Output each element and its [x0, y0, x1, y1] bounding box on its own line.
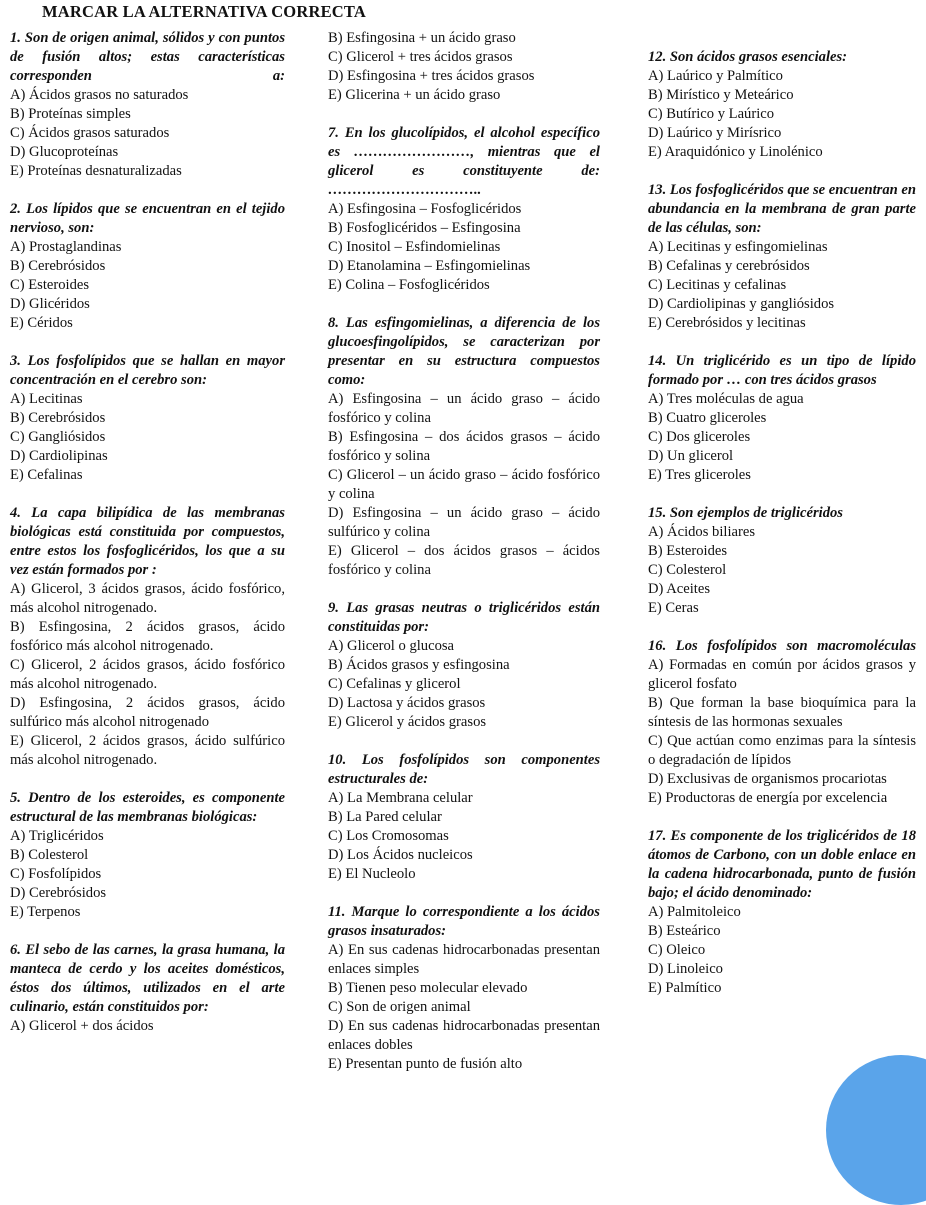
question-6-continued [328, 29, 600, 105]
option-e: E) Tres gliceroles [648, 467, 751, 483]
column-2 [328, 29, 600, 1093]
option-b: B) Cefalinas y cerebrósidos [648, 258, 810, 274]
question-stem: 2. Los lípidos que se encuentran en el tejido nervioso, son: [10, 201, 285, 236]
option-e: E) Productoras de energía por excelencia [648, 790, 888, 806]
option-b: B) Esfingosina, 2 ácidos grasos, ácido fosfórico más alcohol nitrogenado. [10, 619, 285, 654]
option-d: D) Esfingosina – un ácido graso – ácido sulfúrico y colina [328, 505, 600, 540]
option-b: B) Cerebrósidos [10, 410, 106, 426]
option-e: E) Glicerol y ácidos grasos [328, 714, 487, 730]
option-a: A) Ácidos grasos no saturados [10, 87, 189, 103]
option-c: C) Cefalinas y glicerol [328, 676, 461, 692]
option-a: A) Formadas en común por ácidos grasos y glicerol fosfato [648, 657, 916, 692]
question-12 [648, 48, 916, 162]
option-a: A) Palmitoleico [648, 904, 741, 920]
option-c: C) Gangliósidos [10, 429, 106, 445]
question-15 [648, 504, 916, 618]
question-stem: 5. Dentro de los esteroides, es componente estructural de las membranas biológicas: [10, 790, 285, 825]
column-3 [648, 29, 916, 1017]
question-4 [10, 504, 285, 770]
option-d: D) Glucoproteínas [10, 144, 119, 160]
question-stem: 11. Marque lo correspondiente a los ácidos grasos insaturados: [328, 904, 600, 939]
question-14 [648, 352, 916, 485]
option-a: A) En sus cadenas hidrocarbonadas presentan enlaces simples [328, 942, 600, 977]
option-d: D) Aceites [648, 581, 711, 597]
option-d: D) Linoleico [648, 961, 723, 977]
question-11 [328, 903, 600, 1074]
question-stem: 3. Los fosfolípidos que se hallan en mayor concentración en el cerebro son: [10, 353, 285, 388]
question-stem: 12. Son ácidos grasos esenciales: [648, 49, 848, 65]
question-stem: 1. Son de origen animal, sólidos y con puntos de fusión altos; estas características corresponden a: [10, 30, 285, 84]
question-stem: 4. La capa bilipídica de las membranas biológicas está constituida por compuestos, entre estos los fosfoglicéridos, los que a su vez están formados por : [10, 505, 285, 578]
question-1 [10, 29, 285, 181]
question-stem: 17. Es componente de los triglicéridos de 18 átomos de Carbono, con un doble enlace en la cadena hidrocarbonada, punto de fusión bajo; el ácido denominado: [648, 828, 916, 901]
option-e: E) Glicerol, 2 ácidos grasos, ácido sulfúrico más alcohol nitrogenado. [10, 733, 285, 768]
question-stem: 9. Las grasas neutras o triglicéridos están constituidas por: [328, 600, 600, 635]
option-d: D) Lactosa y ácidos grasos [328, 695, 486, 711]
question-7 [328, 124, 600, 295]
option-b: B) Tienen peso molecular elevado [328, 980, 528, 996]
question-5 [10, 789, 285, 922]
option-c: C) Ácidos grasos saturados [10, 125, 170, 141]
question-6 [10, 941, 285, 1036]
option-a: A) Ácidos biliares [648, 524, 755, 540]
option-a: A) Glicerol, 3 ácidos grasos, ácido fosfórico, más alcohol nitrogenado. [10, 581, 285, 616]
option-c: C) Esteroides [10, 277, 90, 293]
option-b: B) Cuatro gliceroles [648, 410, 767, 426]
option-b: B) Mirístico y Meteárico [648, 87, 794, 103]
option-d: D) Cardiolipinas [10, 448, 108, 464]
option-a: A) Lecitinas y esfingomielinas [648, 239, 828, 255]
question-9 [328, 599, 600, 732]
option-a: A) La Membrana celular [328, 790, 473, 806]
option-e: E) Terpenos [10, 904, 81, 920]
option-d: D) Laúrico y Mirísrico [648, 125, 782, 141]
option-d: D) Un glicerol [648, 448, 734, 464]
option-b: B) Cerebrósidos [10, 258, 106, 274]
option-e: E) Glicerina + un ácido graso [328, 87, 501, 103]
question-stem: 8. Las esfingomielinas, a diferencia de los glucoesfingolípidos, se caracterizan por presentar en su estructura compuestos como: [328, 315, 600, 388]
option-a: A) Esfingosina – Fosfoglicéridos [328, 201, 522, 217]
option-e: E) Céridos [10, 315, 73, 331]
page-title: MARCAR LA ALTERNATIVA CORRECTA [42, 2, 366, 21]
option-d: D) En sus cadenas hidrocarbonadas presentan enlaces dobles [328, 1018, 600, 1053]
question-2 [10, 200, 285, 333]
option-b: B) Colesterol [10, 847, 89, 863]
question-16 [648, 637, 916, 808]
option-c: C) Son de origen animal [328, 999, 471, 1015]
option-b: B) Esteárico [648, 923, 721, 939]
option-e: E) Ceras [648, 600, 699, 616]
option-d: D) Glicéridos [10, 296, 90, 312]
question-stem: 10. Los fosfolípidos son componentes estructurales de: [328, 752, 600, 787]
column-1 [10, 29, 285, 1055]
question-stem: 13. Los fosfoglicéridos que se encuentran en abundancia en la membrana de gran parte de las células, son: [648, 182, 916, 236]
option-c: C) Los Cromosomas [328, 828, 449, 844]
option-c: C) Colesterol [648, 562, 727, 578]
option-b: B) Ácidos grasos y esfingosina [328, 657, 510, 673]
question-stem: 15. Son ejemplos de triglicéridos [648, 505, 843, 521]
option-e: E) Palmítico [648, 980, 722, 996]
option-a: A) Glicerol + dos ácidos [10, 1018, 154, 1034]
option-a: A) Esfingosina – un ácido graso – ácido fosfórico y colina [328, 391, 600, 426]
option-a: A) Lecitinas [10, 391, 83, 407]
question-stem: 6. El sebo de las carnes, la grasa humana, la manteca de cerdo y los aceites domésticos, éstos dos últimos, utilizados en el arte culinario, están constituidos por: [10, 942, 285, 1015]
option-c: C) Glicerol + tres ácidos grasos [328, 49, 513, 65]
question-stem: 14. Un triglicérido es un tipo de lípido formado por … con tres ácidos grasos [648, 353, 916, 388]
option-d: D) Etanolamina – Esfingomielinas [328, 258, 531, 274]
option-d: D) Exclusivas de organismos procariotas [648, 771, 887, 787]
option-e: E) Colina – Fosfoglicéridos [328, 277, 490, 293]
option-c: C) Glicerol, 2 ácidos grasos, ácido fosfórico más alcohol nitrogenado. [10, 657, 285, 692]
option-b: B) Proteínas simples [10, 106, 131, 122]
option-a: A) Glicerol o glucosa [328, 638, 455, 654]
option-d: D) Esfingosina, 2 ácidos grasos, ácido sulfúrico más alcohol nitrogenado [10, 695, 285, 730]
option-e: E) Cerebrósidos y lecitinas [648, 315, 806, 331]
option-c: C) Que actúan como enzimas para la síntesis o degradación de lípidos [648, 733, 916, 768]
option-b: B) La Pared celular [328, 809, 442, 825]
option-e: E) Araquidónico y Linolénico [648, 144, 823, 160]
question-stem: 16. Los fosfolípidos son macromoléculas [648, 638, 916, 654]
option-c: C) Lecitinas y cefalinas [648, 277, 787, 293]
option-e: E) Proteínas desnaturalizadas [10, 163, 182, 179]
option-c: C) Inositol – Esfindomielinas [328, 239, 501, 255]
option-d: D) Los Ácidos nucleicos [328, 847, 473, 863]
question-stem: 7. En los glucolípidos, el alcohol específico es ……………………, mientras que el glicerol es constituyente de: ………………………….. [328, 125, 600, 198]
option-c: C) Fosfolípidos [10, 866, 102, 882]
option-a: A) Tres moléculas de agua [648, 391, 804, 407]
option-c: C) Oleico [648, 942, 706, 958]
question-10 [328, 751, 600, 884]
option-b: B) Esteroides [648, 543, 728, 559]
option-b: B) Esfingosina – dos ácidos grasos – ácido fosfórico y solina [328, 429, 600, 464]
option-e: E) Glicerol – dos ácidos grasos – ácidos fosfórico y colina [328, 543, 600, 578]
decorative-blue-circle [826, 1055, 926, 1205]
option-c: C) Dos gliceroles [648, 429, 751, 445]
option-c: C) Butírico y Laúrico [648, 106, 775, 122]
option-a: A) Prostaglandinas [10, 239, 122, 255]
question-3 [10, 352, 285, 485]
option-e: E) El Nucleolo [328, 866, 416, 882]
option-d: D) Esfingosina + tres ácidos grasos [328, 68, 535, 84]
option-e: E) Presentan punto de fusión alto [328, 1056, 523, 1072]
option-b: B) Esfingosina + un ácido graso [328, 30, 516, 46]
option-b: B) Que forman la base bioquímica para la síntesis de las hormonas sexuales [648, 695, 916, 730]
option-b: B) Fosfoglicéridos – Esfingosina [328, 220, 521, 236]
question-13 [648, 181, 916, 333]
question-17 [648, 827, 916, 998]
option-c: C) Glicerol – un ácido graso – ácido fosfórico y colina [328, 467, 600, 502]
option-a: A) Laúrico y Palmítico [648, 68, 783, 84]
option-d: D) Cardiolipinas y gangliósidos [648, 296, 835, 312]
option-d: D) Cerebrósidos [10, 885, 107, 901]
option-e: E) Cefalinas [10, 467, 83, 483]
question-8 [328, 314, 600, 580]
option-a: A) Triglicéridos [10, 828, 104, 844]
